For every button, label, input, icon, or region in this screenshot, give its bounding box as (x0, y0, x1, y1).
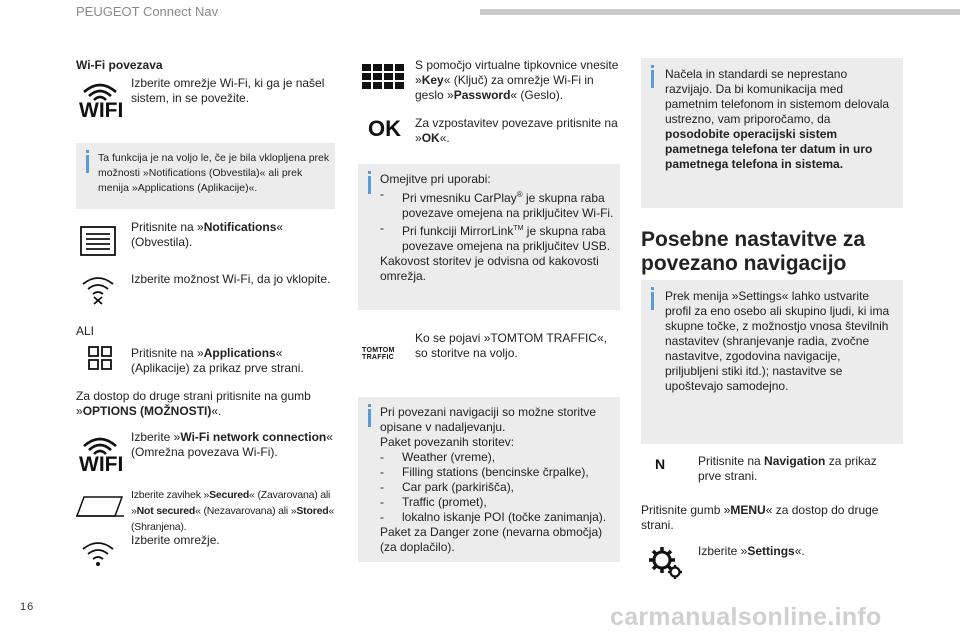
service-item: - Car park (parkirišča), (380, 480, 616, 495)
services-intro: Pri povezani navigaciji so možne storitve opisane v nadaljevanju. (380, 405, 597, 434)
limits-intro: Omejitve pri uporabi: (380, 172, 491, 186)
page-number: 16 (20, 601, 35, 613)
wifi-logo-icon (78, 80, 122, 124)
info-box-settings-profile (641, 280, 903, 444)
wifi-select-icon (80, 540, 116, 573)
service-item: - lokalno iskanje POI (točke zanimanja). (380, 510, 616, 525)
limit-mirrorlink: - Pri funkciji MirrorLink™ je skupna raba povezave omejena na priključitev USB. (380, 221, 616, 254)
info-box-limits (358, 164, 620, 310)
step-select-network: Izberite omrežje Wi-Fi, ki ga je našel sistem, in se povežite. (131, 76, 325, 105)
limits-outro: Kakovost storitev je odvisna od kakovosti omrežja. (380, 254, 599, 283)
info-icon (368, 176, 371, 194)
step-press-ok: Za vzpostavitev povezave pritisnite na »OK«. (415, 116, 618, 145)
limits-content (380, 172, 616, 284)
info-box-updates (641, 58, 903, 208)
wifi-heading: Wi-Fi povezava (76, 58, 163, 72)
info-box-notifications (76, 143, 335, 209)
wifi-network-text: WIFI (79, 453, 124, 476)
step-enter-key: S pomočjo virtualne tipkovnice vnesite »Key« (Ključ) za omrežje Wi-Fi in geslo »Password« (Geslo). (415, 58, 619, 102)
header-bar (480, 9, 960, 15)
info-icon (651, 292, 654, 310)
service-item: - Traffic (promet), (380, 495, 616, 510)
step-tomtom: Ko se pojavi »TOMTOM TRAFFIC«, so storitve na voljo. (415, 331, 608, 360)
step-select-tab: Izberite zavihek »Secured« (Zavarovana) ali »Not secured« (Nezavarovana) ali »Stored« (Shranjena). (131, 489, 335, 533)
services-content (380, 405, 616, 555)
header-title: PEUGEOT Connect Nav (76, 4, 219, 19)
wifi-logo-text: WIFI (79, 99, 124, 122)
step-options: Za dostop do druge strani pritisnite na gumb »OPTIONS (MOŽNOSTI)«. (76, 389, 311, 418)
info-text: Ta funkcija je na voljo le, če je bila vklopljena prek možnosti »Notifications (Obvestila)« ali prek menija »Applications (Aplikacije)«. (98, 152, 330, 194)
step-wifi-network-connection: Izberite »Wi-Fi network connection« (Omrežna povezava Wi-Fi). (131, 430, 333, 459)
settings-profile-text: Prek menija »Settings« lahko ustvarite profil za eno osebo ali skupino ljudi, ki ima skupne točke, z možnostjo vnosa številnih nastavitev (shranjevanje radia, zvočne nastavitve, zgodovina navigacije, priljubljeni stiki itd.); nastavitve se upoštevajo samodejno. (665, 289, 890, 393)
services-sub: Paket povezanih storitev: (380, 435, 515, 449)
services-outro: Paket za Danger zone (nevarna območja) (za doplačilo). (380, 525, 603, 554)
info-icon (651, 70, 654, 88)
step-select-wifi: Izberite omrežje. (131, 533, 220, 547)
tab-selector-icon (76, 494, 124, 523)
info-box-services (358, 397, 620, 562)
notifications-list-icon (80, 226, 116, 261)
settings-gear-icon (648, 546, 684, 585)
info-icon (86, 155, 89, 173)
tomtom-traffic-icon: TOMTOM TRAFFIC (362, 347, 395, 361)
service-item: - Filling stations (bencinske črpalke), (380, 465, 616, 480)
services-list (380, 450, 616, 525)
wifi-network-icon (78, 434, 122, 478)
step-notifications: Pritisnite na »Notifications« (Obvestila). (131, 220, 284, 249)
wifi-enable-icon (80, 275, 116, 310)
section-heading: Posebne nastavitve za povezano navigacijo (641, 228, 866, 275)
step-applications: Pritisnite na »Applications« (Aplikacije) za prikaz prve strani. (131, 346, 304, 375)
applications-grid-icon (88, 346, 112, 375)
watermark: carmanualsonline.info (610, 603, 882, 631)
updates-text: Načela in standardi se neprestano razvijajo. Da bi komunikacija med pametnim telefonom in sistemom delovala ustrezno, vam priporočamo, da posodobite operacijski sistem pametnega telefona ter datum in uro pametnega telefona in sistema. (665, 67, 890, 171)
step-settings: Izberite »Settings«. (698, 544, 805, 558)
service-item: - Weather (vreme), (380, 450, 616, 465)
navigation-icon: N (655, 456, 666, 472)
limit-carplay: - Pri vmesniku CarPlay® je skupna raba povezave omejena na priključitev Wi-Fi. (380, 187, 616, 221)
ok-icon: OK (368, 116, 401, 141)
step-enable-wifi: Izberite možnost Wi-Fi, da jo vklopite. (131, 272, 331, 286)
info-icon (368, 409, 371, 427)
or-label: ALI (76, 324, 95, 338)
keyboard-icon (362, 64, 404, 95)
step-menu: Pritisnite gumb »MENU« za dostop do druge strani. (641, 503, 879, 532)
step-navigation: Pritisnite na Navigation za prikaz prve strani. (698, 454, 877, 483)
